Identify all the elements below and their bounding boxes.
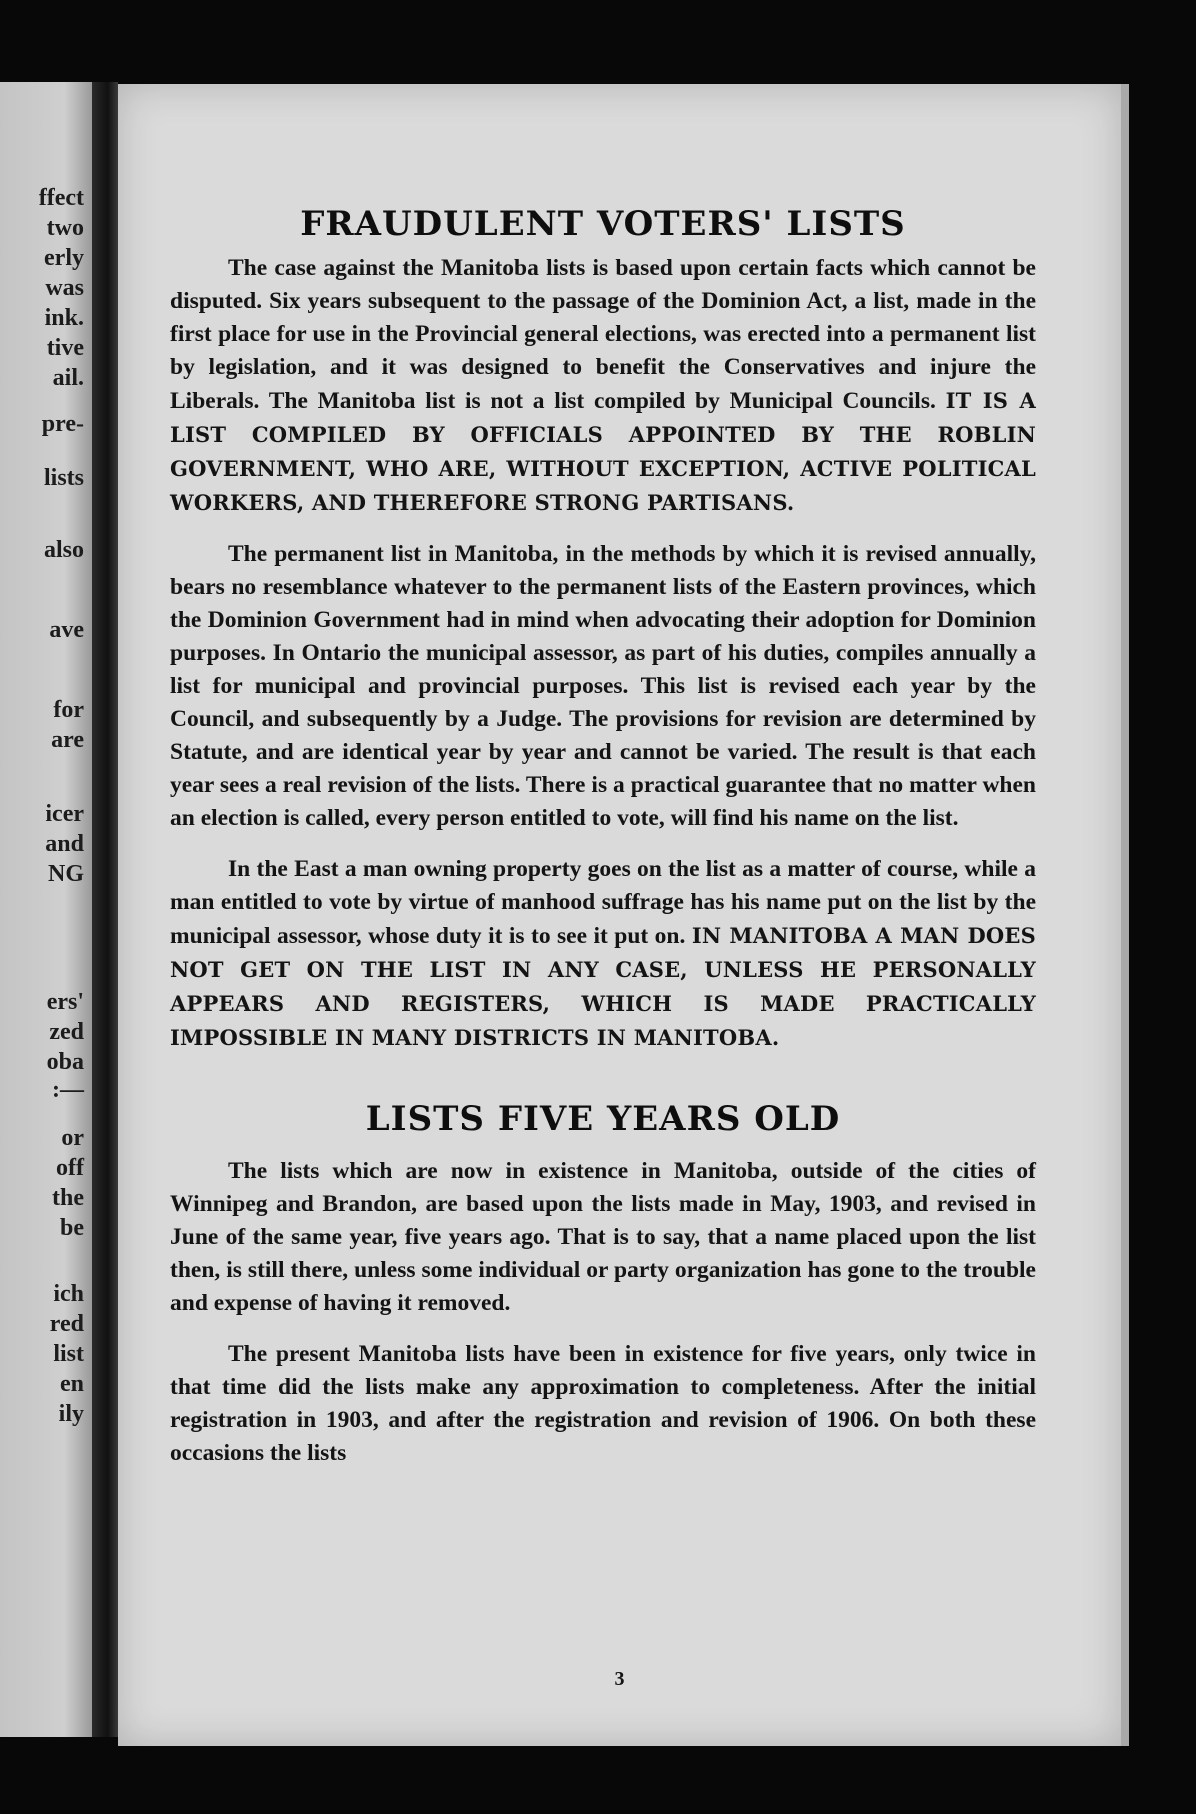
document-page (118, 84, 1121, 1746)
section-heading-lists-five-years-old: LISTS FIVE YEARS OLD (365, 1099, 841, 1139)
prev-page-fragment: ink. (44, 305, 84, 331)
prev-page-fragment: oba (46, 1049, 84, 1075)
book-gutter (92, 82, 118, 1737)
prev-page-fragment: pre- (41, 411, 84, 437)
prev-page-fragment: lists (43, 465, 84, 491)
prev-page-fragment: ers' (46, 989, 84, 1015)
prev-page-fragment: erly (44, 245, 84, 271)
paragraph-text: The case against the Manitoba lists is based upon certain facts which cannot be disputed. Six years subsequent to the passage of the Dominion Act, a list, made in the first place for use in the Provincial general elections, was erected into a permanent list by legislation, and it was designed to benefit the Conservatives and injure the Liberals. The Manitoba list is not a list compiled by Municipal Councils. (170, 255, 1036, 414)
prev-page-fragment: :— (52, 1077, 84, 1103)
prev-page-fragment: two (46, 215, 84, 241)
prev-page-fragment: list (53, 1341, 84, 1367)
prev-page-fragment: ave (49, 617, 84, 643)
paragraph: The permanent list in Manitoba, in the methods by which it is revised annually, bears no resemblance whatever to the permanent lists of the Eastern provinces, which the Dominion Government had in mind when advocating their adoption for Dominion purposes. In Ontario the municipal assessor, as part of his duties, compiles annually a list for municipal and provincial purposes. This list is revised each year by the Council, and subsequently by a Judge. The provisions for revision are determined by Statute, and are identical year by year and cannot be varied. The result is that each year sees a real revision of the lists. There is a practical guarantee that no matter when an election is called, every person entitled to vote, will find his name on the list. (170, 541, 1036, 831)
prev-page-fragment: ail. (52, 365, 84, 391)
emphasized-text: IN MANITOBA A MAN DOES NOT GET ON THE LIST IN ANY CASE, UNLESS HE PERSONALLY APPEARS AND REGISTERS, WHICH IS MADE PRACTICALLY IMPOSSIBLE IN MANY DISTRICTS IN MANITOBA. (170, 923, 1036, 1050)
section-heading-fraudulent-voters-lists: FRAUDULENT VOTERS' LISTS (300, 204, 906, 244)
prev-page-fragment: icer (45, 801, 84, 827)
paragraph (170, 252, 1036, 520)
prev-page-fragment: ffect (38, 185, 84, 211)
paragraph-text: In the East a man owning property goes on the list as a matter of course, while a man entitled to vote by virtue of manhood suffrage has his name put on the list by the municipal assessor, whose duty it is to see it put on. (170, 856, 1036, 949)
prev-page-fragment: or (61, 1125, 84, 1151)
prev-page-fragment: for (53, 697, 84, 723)
prev-page-fragment: red (49, 1311, 84, 1337)
prev-page-fragment: off (56, 1155, 84, 1181)
page-number: 3 (614, 1668, 625, 1690)
prev-page-fragment: en (60, 1371, 84, 1397)
prev-page-fragment: also (43, 537, 84, 563)
prev-page-fragment: zed (49, 1019, 84, 1045)
page-edge (1121, 84, 1129, 1746)
prev-page-fragment: NG (48, 861, 84, 887)
prev-page-fragment: ily (58, 1401, 84, 1427)
prev-page-fragment: be (60, 1215, 84, 1241)
paragraph: The lists which are now in existence in Manitoba, outside of the cities of Winnipeg and Brandon, are based upon the lists made in May, 1903, and revised in June of the same year, five years ago. That is to say, that a name placed upon the list then, is still there, unless some individual or party organization has gone to the trouble and expense of having it removed. (170, 1158, 1036, 1316)
prev-page-fragment: was (45, 275, 84, 301)
prev-page-fragment: tive (46, 335, 84, 361)
emphasized-text: IT IS A LIST COMPILED BY OFFICIALS APPOINTED BY THE ROBLIN GOVERNMENT, WHO ARE, WITHOUT EXCEPTION, ACTIVE POLITICAL WORKERS, AND THEREFORE STRONG PARTISANS. (170, 388, 1036, 515)
paragraph (170, 853, 1036, 1055)
previous-page-margin (0, 82, 92, 1737)
prev-page-fragment: ich (53, 1281, 84, 1307)
prev-page-fragment: are (51, 727, 84, 753)
prev-page-fragment: and (45, 831, 84, 857)
page-content (170, 204, 1036, 1488)
prev-page-fragment: the (52, 1185, 84, 1211)
paragraph: The present Manitoba lists have been in existence for five years, only twice in that time did the lists make any approximation to completeness. After the initial registration in 1903, and after the registration and revision of 1906. On both these occasions the lists (170, 1341, 1036, 1466)
